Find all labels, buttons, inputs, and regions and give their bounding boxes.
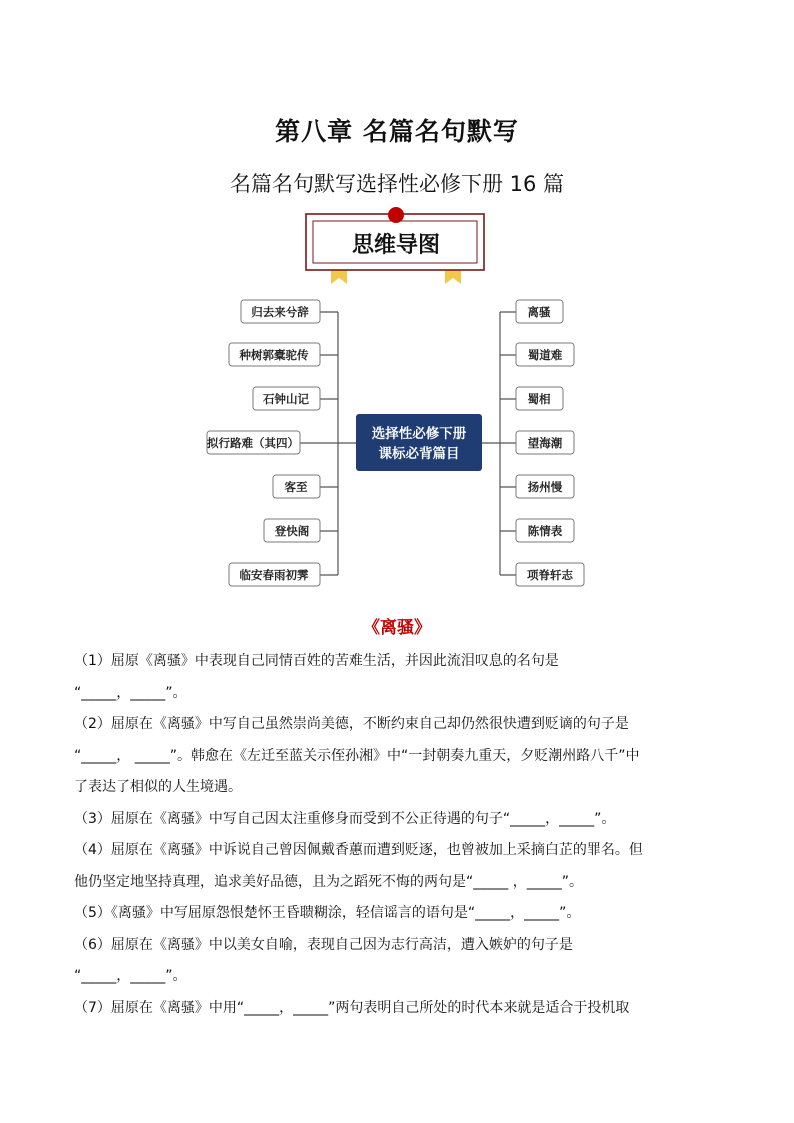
mindmap-leaf-left-3 [253, 387, 320, 410]
svg-text:扬州慢: 扬州慢 [527, 480, 563, 494]
question-line: （2）屈原在《离骚》中写自己虽然崇尚美德，不断约束自己却仍然很快遭到贬谪的句子是 [74, 716, 629, 732]
mindmap-leaf-left-7 [229, 563, 320, 586]
svg-text:拟行路难（其四）: 拟行路难（其四） [207, 436, 299, 450]
mindmap-leaf-right-2 [516, 343, 574, 366]
section-subtitle: 名篇名句默写选择性必修下册 16 篇 [229, 172, 565, 196]
question-line: （6）屈原在《离骚》中以美女自喻，表现自己因为志行高洁，遭入嫉妒的句子是 [74, 936, 573, 953]
chapter-title: 第八章 名篇名句默写 [275, 117, 519, 146]
mindmap-leaf-right-5 [516, 475, 574, 498]
svg-text:蜀相: 蜀相 [527, 392, 551, 406]
svg-text:蜀道难: 蜀道难 [527, 348, 563, 362]
svg-text:陈情表: 陈情表 [527, 524, 563, 538]
svg-text:种树郭橐驼传: 种树郭橐驼传 [239, 348, 309, 362]
question-line: “_____， _____”。韩愈在《左迁至蓝关示侄孙湘》中“一封朝奏九重天，夕贬潮州路八千”中 [74, 747, 640, 764]
question-line: （1）屈原《离骚》中表现自己同情百姓的苦难生活，并因此流泪叹息的名句是 [74, 653, 559, 669]
mindmap-leaf-left-5 [273, 475, 320, 498]
mindmap-leaf-left-4 [207, 431, 300, 454]
svg-text:石钟山记: 石钟山记 [263, 392, 309, 406]
question-line: （4）屈原在《离骚》中诉说自己曾因佩戴香蕙而遭到贬逐，也曾被加上采摘白芷的罪名。但 [74, 842, 643, 858]
question-line: “_____，_____”。 [74, 968, 187, 984]
svg-text:离骚: 离骚 [527, 305, 551, 319]
mindmap-leaf-right-3 [516, 387, 563, 410]
question-line: （7）屈原在《离骚》中用“_____，_____”两句表明自己所处的时代本来就是适合于投机取 [74, 999, 630, 1016]
mindmap-leaf-right-7 [516, 563, 584, 586]
lisao-section-heading: 《离骚》 [363, 618, 431, 638]
banner-text: 思维导图 [351, 233, 441, 258]
svg-text:归去来兮辞: 归去来兮辞 [251, 305, 309, 319]
svg-text:客至: 客至 [284, 480, 308, 494]
question-line: （3）屈原在《离骚》中写自己因太注重修身而受到不公正待遇的句子“_____，_____”。 [74, 810, 616, 827]
svg-text:望海潮: 望海潮 [527, 436, 563, 450]
question-line: 他仍坚定地坚持真理，追求美好品德，且为之蹈死不悔的两句是“_____ ，_____”。 [74, 873, 583, 890]
banner-red-dot [388, 207, 404, 223]
mindmap-leaf-right-6 [516, 519, 574, 542]
question-line: “_____，_____”。 [74, 684, 187, 701]
mindmap-leaf-left-2 [229, 343, 320, 366]
center-line-2: 课标必背篇目 [378, 446, 460, 462]
svg-text:项脊轩志: 项脊轩志 [527, 568, 573, 582]
question-line: （5）《离骚》中写屈原怨恨楚怀王昏聩糊涂，轻信谣言的语句是“_____，_____”。 [74, 905, 581, 921]
mindmap-banner [306, 207, 484, 284]
svg-text:临安春雨初霁: 临安春雨初霁 [239, 568, 309, 582]
mindmap-center-node [356, 414, 482, 471]
svg-text:登快阁: 登快阁 [274, 524, 310, 538]
question-list [74, 646, 724, 1024]
mindmap-leaf-right-1 [516, 300, 563, 323]
mindmap-leaf-right-4 [516, 431, 574, 454]
center-line-1: 选择性必修下册 [371, 426, 467, 442]
mindmap-leaf-left-6 [264, 519, 320, 542]
mindmap-leaf-left-1 [241, 300, 320, 323]
question-line: 了表达了相似的人生境遇。 [74, 779, 242, 795]
